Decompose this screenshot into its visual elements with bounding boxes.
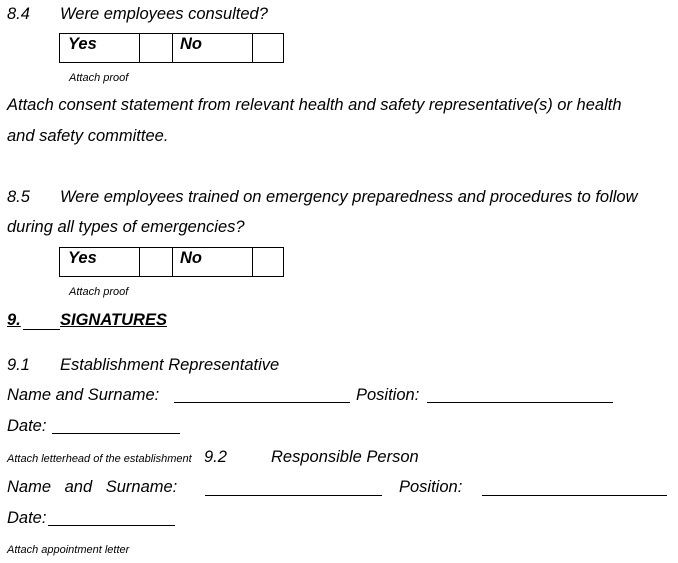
section-8-5-number: 8.5 <box>7 188 30 206</box>
date-field-9-2[interactable] <box>48 525 175 526</box>
section-8-4-attach-note: Attach proof <box>69 72 129 84</box>
yes-checkbox[interactable] <box>140 34 173 63</box>
no-label: No <box>173 34 253 63</box>
section-8-5-yes-no-table <box>59 247 284 277</box>
section-9-2-title: Responsible Person <box>271 448 419 466</box>
date-label-9-2: Date: <box>7 509 47 527</box>
name-surname-label-9-2: Name and Surname: <box>7 478 178 496</box>
section-8-5-question-line-2: during all types of emergencies? <box>7 218 245 236</box>
position-field-9-2[interactable] <box>482 495 667 496</box>
name-surname-label-9-1: Name and Surname: <box>7 386 160 404</box>
name-surname-field-9-2[interactable] <box>205 495 382 496</box>
consent-instruction-line-1: Attach consent statement from relevant health and safety representative(s) or health <box>7 96 622 114</box>
yes-label: Yes <box>60 248 140 277</box>
section-8-4-yes-no-table <box>59 33 284 63</box>
section-8-5-attach-note: Attach proof <box>69 286 129 298</box>
section-8-4-number: 8.4 <box>7 5 30 23</box>
section-9-number: 9. <box>7 311 21 329</box>
no-label: No <box>173 248 253 277</box>
section-8-4-question: Were employees consulted? <box>60 5 268 23</box>
section-9-title: SIGNATURES <box>60 311 167 329</box>
section-9-1-title: Establishment Representative <box>60 356 280 374</box>
position-label-9-1: Position: <box>356 386 420 404</box>
section-9-2-number: 9.2 <box>204 448 227 466</box>
section-9-1-attach-note: Attach letterhead of the establishment <box>7 453 192 465</box>
section-9-1-number: 9.1 <box>7 356 30 374</box>
section-9-2-attach-note: Attach appointment letter <box>7 544 130 556</box>
name-surname-field-9-1[interactable] <box>174 402 350 403</box>
yes-label: Yes <box>60 34 140 63</box>
no-checkbox[interactable] <box>253 248 284 277</box>
yes-checkbox[interactable] <box>140 248 173 277</box>
section-9-underline <box>23 329 60 330</box>
position-field-9-1[interactable] <box>427 402 613 403</box>
position-label-9-2: Position: <box>399 478 463 496</box>
date-label-9-1: Date: <box>7 417 47 435</box>
consent-instruction-line-2: and safety committee. <box>7 127 169 145</box>
date-field-9-1[interactable] <box>52 433 180 434</box>
section-8-5-question-line-1: Were employees trained on emergency preparedness and procedures to follow <box>60 188 638 206</box>
no-checkbox[interactable] <box>253 34 284 63</box>
